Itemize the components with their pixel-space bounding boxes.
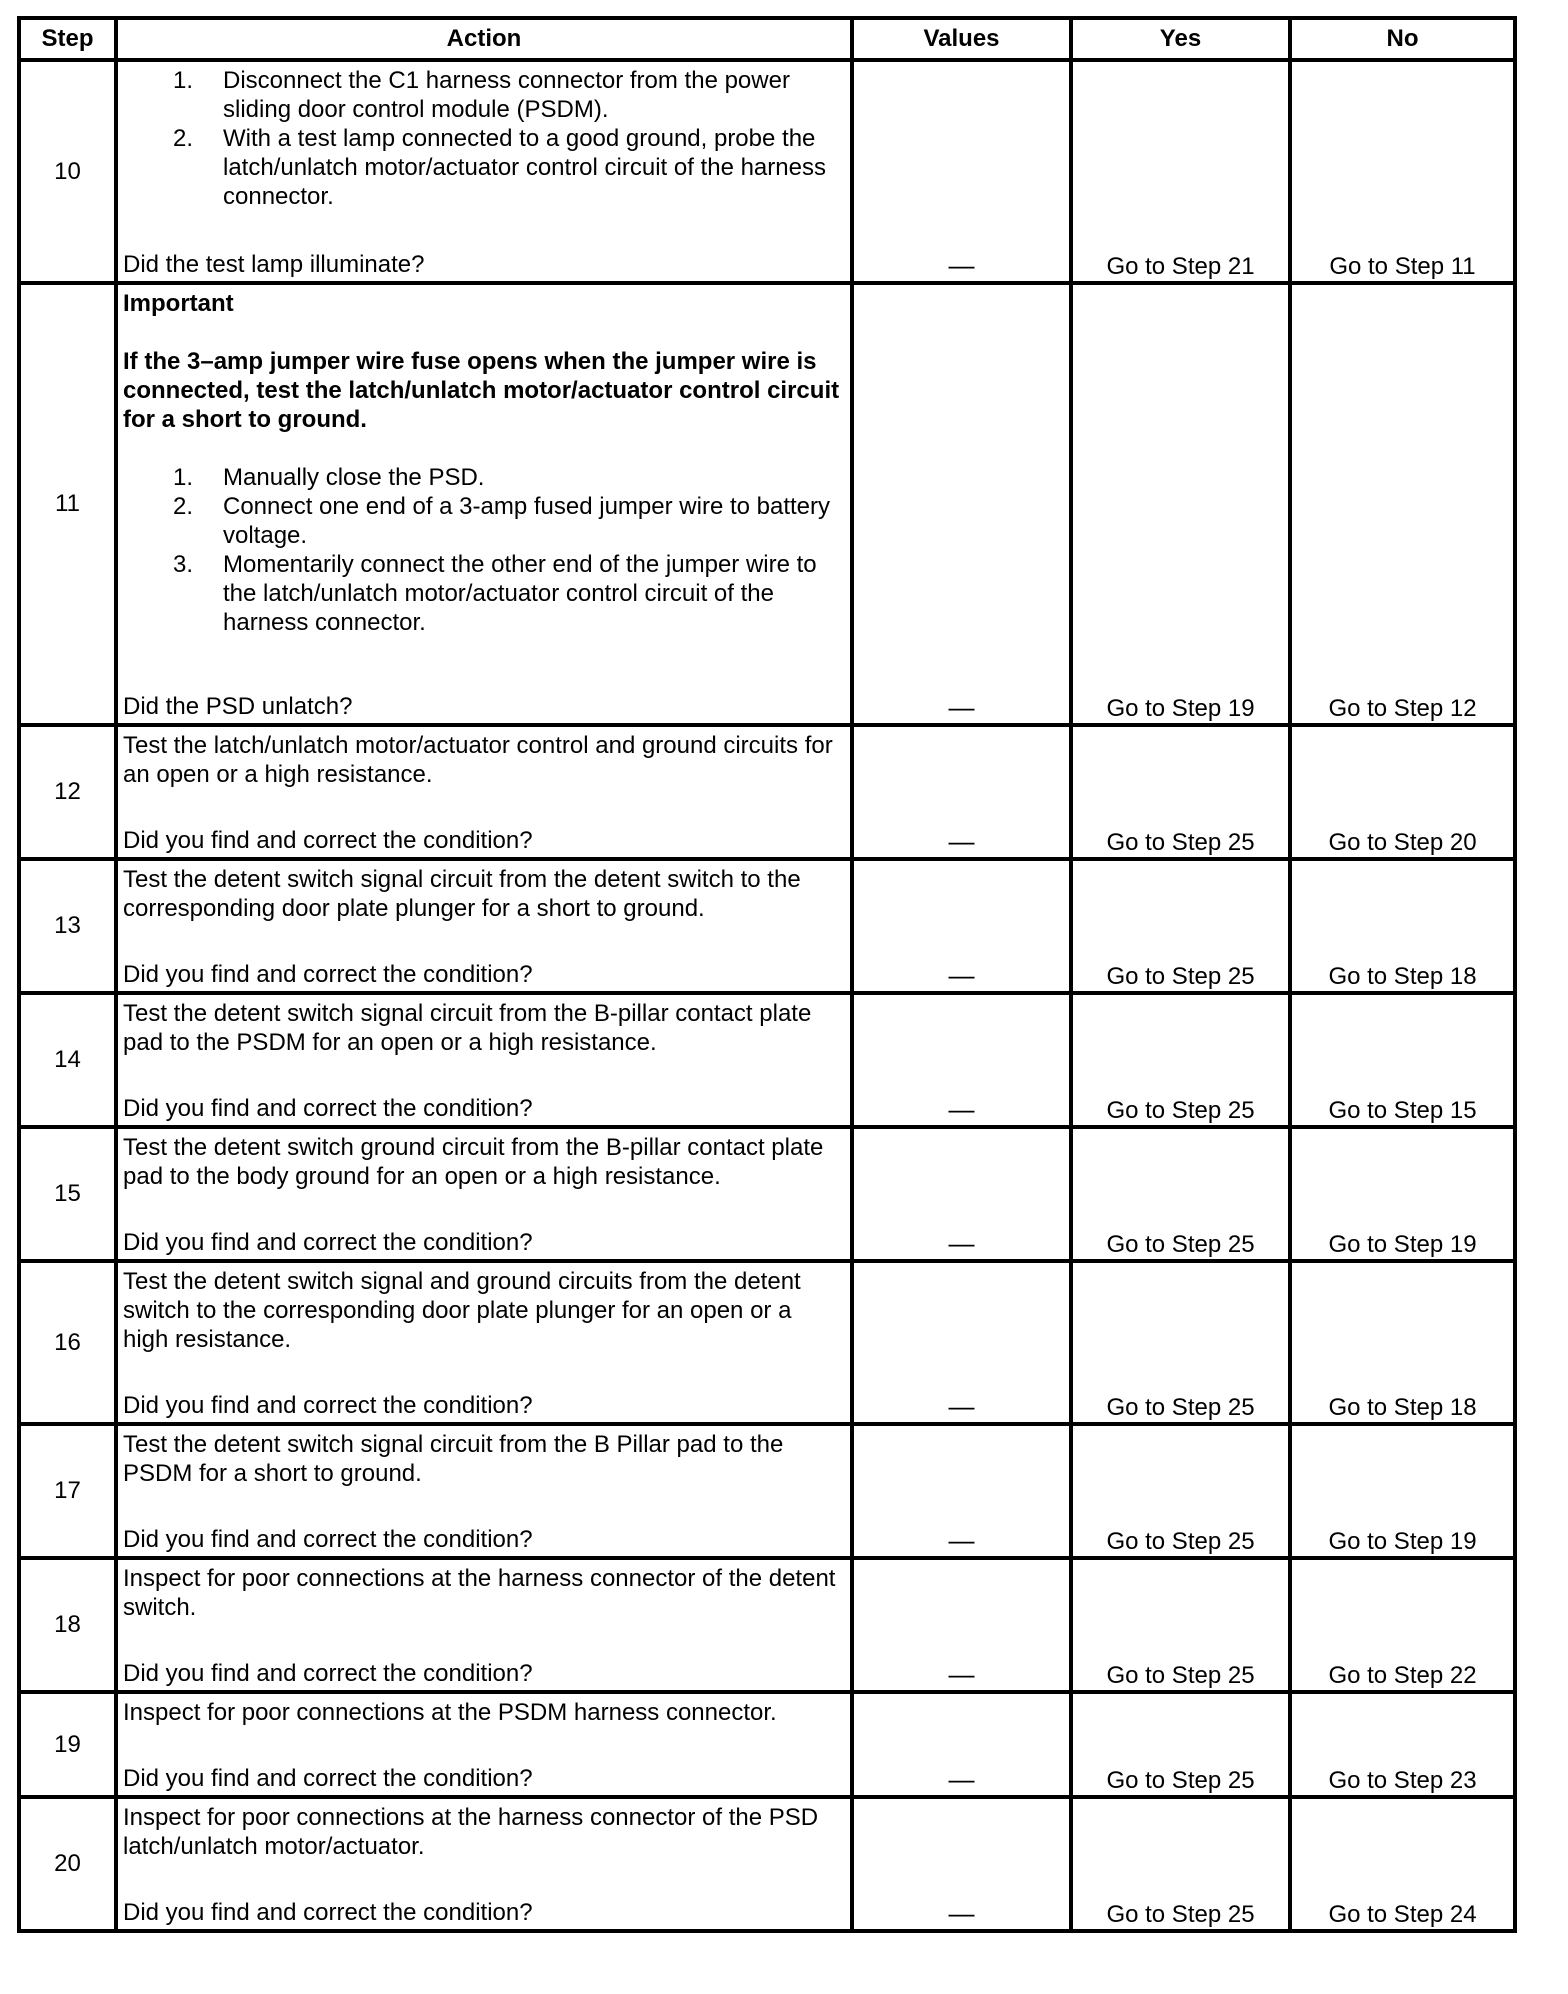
yes-cell: Go to Step 25 bbox=[1071, 993, 1290, 1127]
question-text: Did the PSD unlatch? bbox=[123, 693, 353, 720]
action-cell bbox=[116, 1797, 852, 1931]
important-note: If the 3–amp jumper wire fuse opens when the jumper wire is connected, test the latch/unlatch motor/actuator control circuit for a short to ground. bbox=[123, 348, 840, 433]
action-cell bbox=[116, 283, 852, 725]
action-cell bbox=[116, 859, 852, 993]
no-cell: Go to Step 22 bbox=[1290, 1558, 1515, 1692]
question-text: Did you find and correct the condition? bbox=[123, 1229, 533, 1256]
no-cell: Go to Step 23 bbox=[1290, 1692, 1515, 1797]
question-text: Did you find and correct the condition? bbox=[123, 1765, 533, 1792]
procedure-item: 3. Momentarily connect the other end of the jumper wire to the latch/unlatch motor/actuator control circuit of the harness connector. bbox=[173, 551, 817, 636]
action-text: Test the detent switch signal circuit from the detent switch to the corresponding door plate plunger for a short to ground. bbox=[123, 866, 801, 922]
header-step: Step bbox=[19, 18, 116, 60]
values-cell: — bbox=[852, 1558, 1071, 1692]
values-cell: — bbox=[852, 859, 1071, 993]
procedure-item: 2. With a test lamp connected to a good ground, probe the latch/unlatch motor/actuator control circuit of the harness connector. bbox=[173, 125, 826, 210]
action-cell bbox=[116, 993, 852, 1127]
step-number: 20 bbox=[19, 1797, 116, 1931]
yes-cell: Go to Step 25 bbox=[1071, 1558, 1290, 1692]
step-number: 15 bbox=[19, 1127, 116, 1261]
question-text: Did you find and correct the condition? bbox=[123, 1095, 533, 1122]
values-cell: — bbox=[852, 1692, 1071, 1797]
values-cell: — bbox=[852, 60, 1071, 283]
values-cell: — bbox=[852, 283, 1071, 725]
table-row bbox=[19, 1558, 1515, 1692]
step-number: 13 bbox=[19, 859, 116, 993]
yes-cell: Go to Step 25 bbox=[1071, 859, 1290, 993]
values-cell: — bbox=[852, 1797, 1071, 1931]
step-number: 11 bbox=[19, 283, 116, 725]
yes-cell: Go to Step 25 bbox=[1071, 1127, 1290, 1261]
action-text: Test the latch/unlatch motor/actuator control and ground circuits for an open or a high resistance. bbox=[123, 732, 833, 788]
action-cell bbox=[116, 1261, 852, 1424]
no-cell: Go to Step 18 bbox=[1290, 1261, 1515, 1424]
no-cell: Go to Step 11 bbox=[1290, 60, 1515, 283]
no-cell: Go to Step 12 bbox=[1290, 283, 1515, 725]
step-number: 16 bbox=[19, 1261, 116, 1424]
values-cell: — bbox=[852, 1261, 1071, 1424]
no-cell: Go to Step 24 bbox=[1290, 1797, 1515, 1931]
table-row bbox=[19, 1692, 1515, 1797]
header-values: Values bbox=[852, 18, 1071, 60]
table-row bbox=[19, 1424, 1515, 1558]
action-text: Test the detent switch ground circuit from the B-pillar contact plate pad to the body ground for an open or a high resistance. bbox=[123, 1134, 824, 1190]
question-text: Did you find and correct the condition? bbox=[123, 827, 533, 854]
no-cell: Go to Step 19 bbox=[1290, 1424, 1515, 1558]
procedure-item: 1. Disconnect the C1 harness connector from the power sliding door control module (PSDM). bbox=[173, 67, 790, 123]
question-text: Did you find and correct the condition? bbox=[123, 1899, 533, 1926]
question-text: Did you find and correct the condition? bbox=[123, 1392, 533, 1419]
procedure-item: 2. Connect one end of a 3-amp fused jumper wire to battery voltage. bbox=[173, 493, 831, 549]
yes-cell: Go to Step 25 bbox=[1071, 1424, 1290, 1558]
header-action: Action bbox=[116, 18, 852, 60]
table-row bbox=[19, 1261, 1515, 1424]
step-number: 10 bbox=[19, 60, 116, 283]
no-cell: Go to Step 20 bbox=[1290, 725, 1515, 859]
action-cell bbox=[116, 1127, 852, 1261]
procedure-item: 1. Manually close the PSD. bbox=[173, 464, 485, 491]
no-cell: Go to Step 19 bbox=[1290, 1127, 1515, 1261]
action-text: Inspect for poor connections at the harness connector of the PSD latch/unlatch motor/actuator. bbox=[123, 1804, 819, 1860]
header-yes: Yes bbox=[1071, 18, 1290, 60]
table-row bbox=[19, 283, 1515, 725]
action-cell bbox=[116, 1558, 852, 1692]
values-cell: — bbox=[852, 725, 1071, 859]
yes-cell: Go to Step 19 bbox=[1071, 283, 1290, 725]
yes-cell: Go to Step 21 bbox=[1071, 60, 1290, 283]
question-text: Did the test lamp illuminate? bbox=[123, 251, 425, 278]
header-no: No bbox=[1290, 18, 1515, 60]
action-cell bbox=[116, 1424, 852, 1558]
action-cell bbox=[116, 725, 852, 859]
yes-cell: Go to Step 25 bbox=[1071, 725, 1290, 859]
step-number: 18 bbox=[19, 1558, 116, 1692]
values-cell: — bbox=[852, 1424, 1071, 1558]
action-text: Test the detent switch signal circuit from the B-pillar contact plate pad to the PSDM for an open or a high resistance. bbox=[123, 1000, 812, 1056]
action-text: Test the detent switch signal and ground circuits from the detent switch to the corresponding door plate plunger for an open or a high resistance. bbox=[123, 1268, 801, 1353]
action-text: Inspect for poor connections at the PSDM harness connector. bbox=[123, 1699, 777, 1726]
table-row bbox=[19, 60, 1515, 283]
procedure-list bbox=[123, 463, 842, 637]
table-row bbox=[19, 859, 1515, 993]
step-number: 12 bbox=[19, 725, 116, 859]
important-title: Important bbox=[123, 290, 234, 317]
table-row bbox=[19, 1127, 1515, 1261]
step-number: 17 bbox=[19, 1424, 116, 1558]
table-row bbox=[19, 725, 1515, 859]
question-text: Did you find and correct the condition? bbox=[123, 1526, 533, 1553]
table-row bbox=[19, 993, 1515, 1127]
question-text: Did you find and correct the condition? bbox=[123, 961, 533, 988]
step-number: 19 bbox=[19, 1692, 116, 1797]
action-text: Test the detent switch signal circuit from the B Pillar pad to the PSDM for a short to ground. bbox=[123, 1431, 784, 1487]
table-row bbox=[19, 1797, 1515, 1931]
action-text: Inspect for poor connections at the harness connector of the detent switch. bbox=[123, 1565, 836, 1621]
action-cell bbox=[116, 1692, 852, 1797]
header-row bbox=[19, 18, 1515, 60]
no-cell: Go to Step 15 bbox=[1290, 993, 1515, 1127]
step-number: 14 bbox=[19, 993, 116, 1127]
action-cell bbox=[116, 60, 852, 283]
procedure-list bbox=[123, 66, 842, 211]
yes-cell: Go to Step 25 bbox=[1071, 1261, 1290, 1424]
yes-cell: Go to Step 25 bbox=[1071, 1692, 1290, 1797]
diagnostic-table bbox=[17, 16, 1517, 1933]
no-cell: Go to Step 18 bbox=[1290, 859, 1515, 993]
values-cell: — bbox=[852, 1127, 1071, 1261]
values-cell: — bbox=[852, 993, 1071, 1127]
yes-cell: Go to Step 25 bbox=[1071, 1797, 1290, 1931]
question-text: Did you find and correct the condition? bbox=[123, 1660, 533, 1687]
